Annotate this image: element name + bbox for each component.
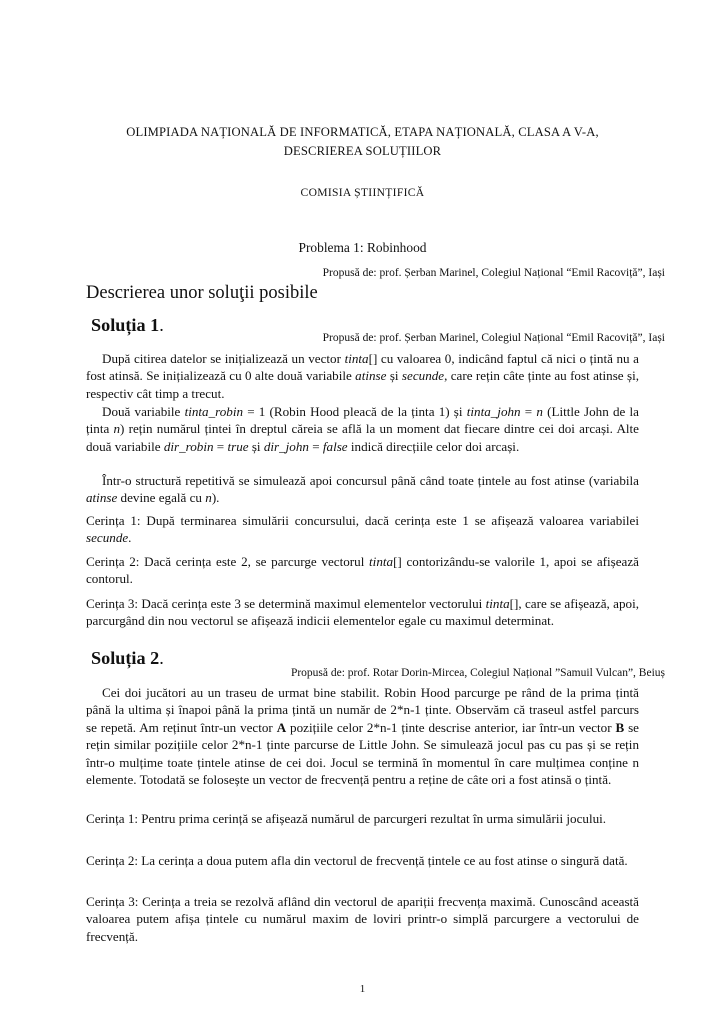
problem-title: Problema 1: Robinhood bbox=[298, 240, 427, 255]
solution2-heading bbox=[91, 648, 164, 669]
header-title-line1: OLIMPIADA NAȚIONALĂ DE INFORMATICĂ, ETAPA NAȚIONALĂ, CLASA A V-A, bbox=[126, 125, 599, 139]
solution1-proposed-by: Propusă de: prof. Șerban Marinel, Colegiul Național “Emil Racoviță”, Iași bbox=[322, 332, 665, 344]
solution2-requirement-3: Cerința 3: Cerința a treia se rezolvă aflând din vectorul de apariții frecvența maximă. Cunoscând această valoarea putem afișa țintele cu numărul maxim de loviri printr-o simplă parcurgere a vectorului de frecvență. bbox=[86, 894, 639, 944]
section-title: Descrierea unor soluţii posibile bbox=[86, 283, 318, 303]
solution1-title: Soluția 1 bbox=[91, 315, 160, 335]
solution1-paragraph-1: După citirea datelor se inițializează un vector tinta[] cu valoarea 0, indicând faptul că nici o țintă nu a fost atinsă. Se inițializează cu 0 alte două variabile atinse și secunde, care rețin câte ținte au fost atinse și, respectiv cât timp a trecut. bbox=[86, 351, 639, 401]
problem-proposed-by: Propusă de: prof. Șerban Marinel, Colegiul Național “Emil Racoviță”, Iași bbox=[322, 267, 665, 279]
solution1-requirement-1: Cerința 1: După terminarea simulării concursului, dacă cerința este 1 se afișează valoarea variabilei secunde. bbox=[86, 513, 639, 546]
solution2-requirement-1: Cerința 1: Pentru prima cerință se afișează numărul de parcurgeri rezultat în urma simulării jocului. bbox=[86, 811, 607, 826]
solution1-title-dot: . bbox=[159, 315, 164, 335]
page-number: 1 bbox=[359, 983, 366, 995]
header-title-line2: DESCRIEREA SOLUȚIILOR bbox=[283, 144, 442, 158]
solution1-paragraph-2: Două variabile tinta_robin = 1 (Robin Hood pleacă de la ținta 1) și tinta_john = n (Little John de la ținta n) rețin numărul țintei în dreptul căreia se află la un moment dat fiecare dintre cei doi arcași. Alte două variabile dir_robin = true și dir_john = false indică direcțiile celor doi arcași. bbox=[86, 404, 639, 454]
solution2-requirement-2: Cerința 2: La cerința a doua putem afla din vectorul de frecvență țintele ce au fost atinse o singură dată. bbox=[86, 853, 628, 868]
solution2-paragraph-1: Cei doi jucători au un traseu de urmat bine stabilit. Robin Hood parcurge pe rând de la prima țintă până la ultima și înapoi până la prima țintă un număr de 2*n-1 ținte. Observăm că traseul astfel parcurs se repetă. Am reținut într-un vector A pozițiile celor 2*n-1 ținte descrise anterior, iar într-un vector B se rețin similar pozițiile celor 2*n-1 ținte parcurse de Little John. Se simulează jocul pas cu pas și se rețin într-o mulțime toate țintele atinse de cei doi. Jocul se termină în momentul în care mulțimea conține n elemente. Totodată se folosește un vector de frecvență pentru a reține de câte ori a fost atinsă o țintă. bbox=[86, 685, 639, 788]
solution1-paragraph-3: Într-o structură repetitivă se simulează apoi concursul până când toate țintele au fost atinse (variabila atinse devine egală cu n). bbox=[86, 473, 639, 506]
solution1-requirement-2: Cerința 2: Dacă cerința este 2, se parcurge vectorul tinta[] contorizându-se valorile 1, apoi se afișează contorul. bbox=[86, 554, 639, 587]
committee-label: COMISIA ȘTIINȚIFICĂ bbox=[300, 186, 425, 199]
solution1-requirement-3: Cerința 3: Dacă cerința este 3 se determină maximul elementelor vectorului tinta[], care se afișează, apoi, parcurgând din nou vectorul se afișează indicii elementelor egale cu maximul determinat. bbox=[86, 596, 639, 629]
solution2-proposed-by: Propusă de: prof. Rotar Dorin-Mircea, Colegiul Național ”Samuil Vulcan”, Beiuș bbox=[290, 667, 665, 679]
solution2-title: Soluția 2 bbox=[91, 648, 160, 668]
solution2-title-dot: . bbox=[159, 648, 164, 668]
